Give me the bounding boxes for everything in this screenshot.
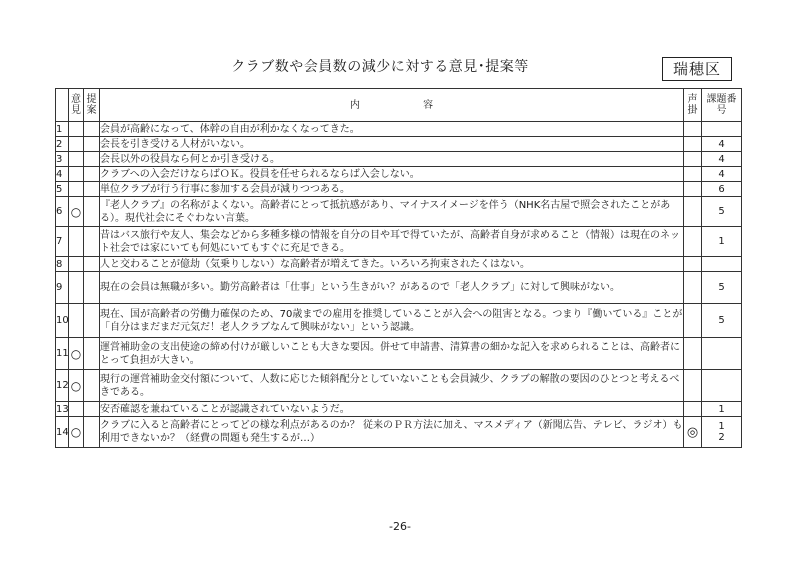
header-opinion: 意見 bbox=[69, 89, 84, 122]
table-row bbox=[56, 137, 742, 152]
table-row bbox=[56, 370, 742, 402]
row-content: 会員が高齢になって、体幹の自由が利かなくなってきた。 bbox=[100, 122, 684, 137]
district-label: 瑞穂区 bbox=[662, 57, 732, 81]
issue-code bbox=[702, 417, 742, 448]
proposal-mark bbox=[84, 402, 100, 417]
voice-mark bbox=[684, 122, 702, 137]
voice-mark bbox=[684, 152, 702, 167]
voice-mark bbox=[684, 257, 702, 272]
header-content: 内 容 bbox=[100, 89, 684, 122]
table-row bbox=[56, 197, 742, 227]
proposal-mark bbox=[84, 137, 100, 152]
table-row bbox=[56, 152, 742, 167]
issue-code: 5 bbox=[702, 272, 742, 304]
row-number: 13 bbox=[56, 403, 69, 415]
header-voice: 声掛 bbox=[684, 89, 702, 122]
row-content: クラブに入ると高齢者にとってどの様な利点があるのか？ 従来のＰＲ方法に加え、マスメディア（新聞広告、テレビ、ラジオ）も利用できないか？（経費の問題も発生するが…） bbox=[100, 417, 684, 448]
opinion-mark bbox=[69, 257, 84, 272]
row-content: 人と交わることが億劫（気乗りしない）な高齢者が増えてきた。いろいろ拘束されたくはない。 bbox=[100, 257, 684, 272]
table-row bbox=[56, 338, 742, 370]
row-content: 運営補助金の支出使途の締め付けが厳しいことも大きな要因。併せて申請書、清算書の細かな記入を求められることは、高齢者にとって負担が大きい。 bbox=[100, 338, 684, 370]
header-code: 課題番号 bbox=[702, 89, 742, 122]
proposal-mark bbox=[84, 338, 100, 370]
row-content: 会長を引き受ける人材がいない。 bbox=[100, 137, 684, 152]
row-number: 2 bbox=[56, 137, 69, 152]
row-number: 10 bbox=[56, 304, 69, 338]
voice-mark bbox=[684, 304, 702, 338]
voice-mark bbox=[684, 338, 702, 370]
table-row bbox=[56, 257, 742, 272]
proposal-mark bbox=[84, 370, 100, 402]
opinion-mark bbox=[69, 304, 84, 338]
row-number: 1 bbox=[56, 122, 69, 137]
issue-code bbox=[702, 370, 742, 402]
opinion-mark bbox=[69, 182, 84, 197]
opinion-mark: ○ bbox=[69, 370, 84, 402]
table-row bbox=[56, 417, 742, 448]
voice-mark bbox=[684, 402, 702, 417]
row-content: クラブへの入会だけならばＯＫ。役員を任せられるならば入会しない。 bbox=[100, 167, 684, 182]
header-no bbox=[56, 89, 69, 122]
proposal-mark bbox=[84, 197, 100, 227]
issue-code: 1 bbox=[702, 227, 742, 257]
proposal-mark bbox=[84, 304, 100, 338]
row-content: 『老人クラブ』の名称がよくない。高齢者にとって抵抗感があり、マイナスイメージを伴う（NHK名古屋で照会されたことがある）。現代社会にそぐわない言葉。 bbox=[100, 197, 684, 227]
row-number: 14 bbox=[56, 417, 69, 448]
row-number: 9 bbox=[56, 272, 69, 304]
issue-code: 6 bbox=[702, 182, 742, 197]
issue-code-value: 2 bbox=[718, 432, 725, 443]
row-content: 現行の運営補助金交付額について、人数に応じた傾斜配分としていないことも会員減少、クラブの解散の要因のひとつと考えるべきである。 bbox=[100, 370, 684, 402]
issue-code bbox=[702, 338, 742, 370]
table-row bbox=[56, 304, 742, 338]
page-title: クラブ数や会員数の減少に対する意見･提案等 bbox=[231, 59, 529, 75]
issue-code: 4 bbox=[702, 167, 742, 182]
issue-code-value: 1 bbox=[718, 421, 725, 432]
issue-code bbox=[702, 257, 742, 272]
voice-mark bbox=[684, 227, 702, 257]
issue-code bbox=[702, 122, 742, 137]
proposal-mark bbox=[84, 227, 100, 257]
row-number: 6 bbox=[56, 197, 69, 227]
proposal-mark bbox=[84, 272, 100, 304]
row-content: 単位クラブが行う行事に参加する会員が減りつつある。 bbox=[100, 182, 684, 197]
opinion-mark: ○ bbox=[69, 197, 84, 227]
row-number: 8 bbox=[56, 257, 69, 272]
issue-code: 5 bbox=[702, 304, 742, 338]
issue-code: 4 bbox=[702, 137, 742, 152]
row-content: 昔はバス旅行や友人、集会などから多種多様の情報を自分の目や耳で得ていたが、高齢者自身が求めること（情報）は現在のネット社会では家にいても何処にいてもすぐに充足できる。 bbox=[100, 227, 684, 257]
proposal-mark bbox=[84, 417, 100, 448]
row-content: 現在、国が高齢者の労働力確保のため、70歳までの雇用を推奨していることが入会への阻害となる。つまり『働いている』ことが「自分はまだまだ元気だ！老人クラブなんて興味がない」という認識。 bbox=[100, 304, 684, 338]
issue-code: 1 bbox=[702, 402, 742, 417]
opinion-mark bbox=[69, 272, 84, 304]
table-row bbox=[56, 122, 742, 137]
proposal-mark bbox=[84, 122, 100, 137]
issue-code: 5 bbox=[702, 197, 742, 227]
voice-mark bbox=[684, 182, 702, 197]
opinion-mark bbox=[69, 122, 84, 137]
opinion-mark: ○ bbox=[69, 338, 84, 370]
table-row bbox=[56, 227, 742, 257]
row-content: 現在の会員は無職が多い。勤労高齢者は「仕事」という生きがい？があるので「老人クラブ」に対して興味がない。 bbox=[100, 272, 684, 304]
opinion-mark: ○ bbox=[69, 417, 84, 448]
header-proposal: 提案 bbox=[84, 89, 100, 122]
row-number: 12 bbox=[56, 370, 69, 402]
issue-code: 4 bbox=[702, 152, 742, 167]
row-content: 安否確認を兼ねていることが認識されていないようだ。 bbox=[100, 402, 684, 417]
table-row bbox=[56, 182, 742, 197]
opinion-mark bbox=[69, 167, 84, 182]
row-number: 11 bbox=[56, 338, 69, 370]
voice-mark bbox=[684, 167, 702, 182]
voice-mark bbox=[684, 272, 702, 304]
voice-mark: ◎ bbox=[684, 417, 702, 448]
opinions-table bbox=[55, 88, 742, 448]
row-number: 3 bbox=[56, 152, 69, 167]
table-row bbox=[56, 272, 742, 304]
opinion-mark bbox=[69, 152, 84, 167]
row-number: 4 bbox=[56, 167, 69, 182]
row-number: 7 bbox=[56, 227, 69, 257]
table-row bbox=[56, 167, 742, 182]
proposal-mark bbox=[84, 167, 100, 182]
row-content: 会長以外の役員なら何とか引き受ける。 bbox=[100, 152, 684, 167]
opinion-mark bbox=[69, 402, 84, 417]
voice-mark bbox=[684, 197, 702, 227]
header-row bbox=[56, 89, 742, 122]
opinion-mark bbox=[69, 137, 84, 152]
proposal-mark bbox=[84, 152, 100, 167]
proposal-mark bbox=[84, 257, 100, 272]
page-number: -26- bbox=[389, 520, 411, 533]
row-number: 5 bbox=[56, 182, 69, 197]
opinion-mark bbox=[69, 227, 84, 257]
voice-mark bbox=[684, 370, 702, 402]
proposal-mark bbox=[84, 182, 100, 197]
voice-mark bbox=[684, 137, 702, 152]
table-row bbox=[56, 402, 742, 417]
